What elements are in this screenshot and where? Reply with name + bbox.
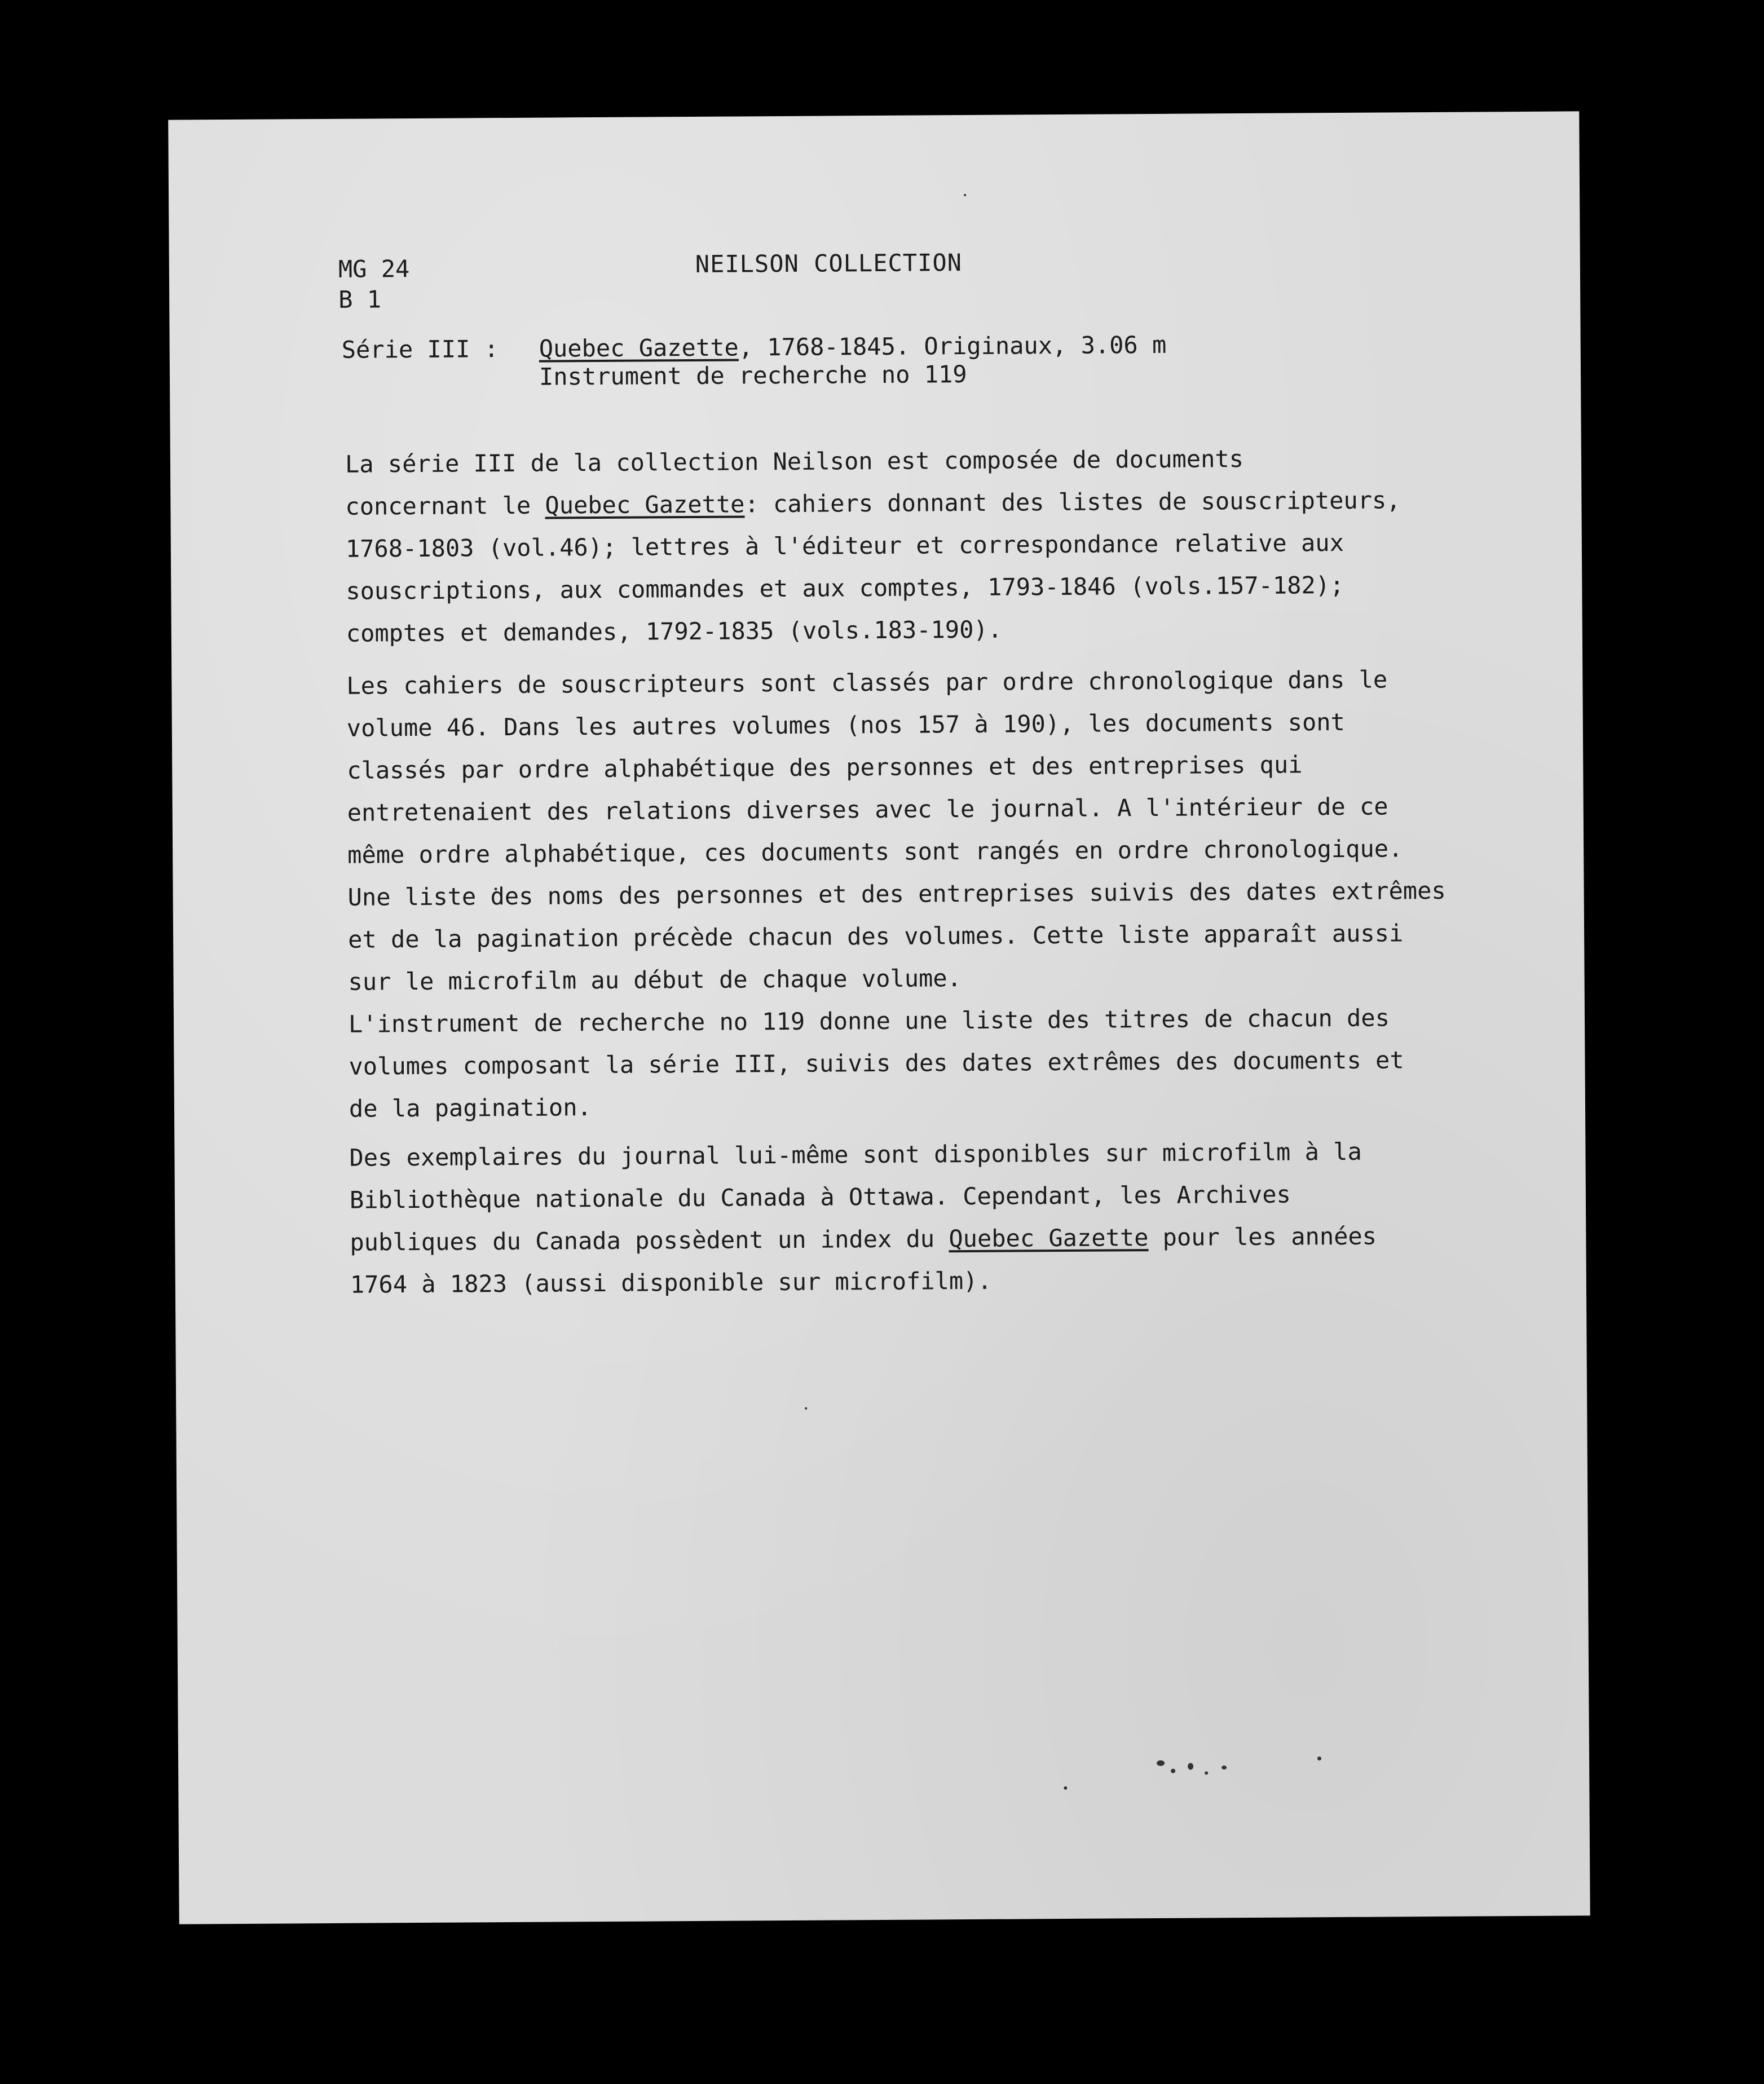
gazette-title: Quebec Gazette (539, 333, 739, 363)
paragraph-3-start: Des exemplaires du journal lui-même sont disponibles sur microfilm à la Bibliothèque nationale du Canada à Ottawa. Cependant, les Archives publiques du Canada possèdent un index du (349, 1137, 1362, 1256)
paragraph-1 (345, 436, 1468, 655)
gazette-title: Quebec Gazette (545, 490, 745, 519)
collection-title: NEILSON COLLECTION (695, 249, 963, 278)
document-page (168, 111, 1590, 1924)
document-content (168, 111, 1590, 1924)
series-label: Série III : (341, 335, 499, 364)
gazette-title: Quebec Gazette (949, 1224, 1149, 1253)
paragraph-3-end: pour les années 1764 à 1823 (aussi disponible sur microfilm). (350, 1222, 1377, 1299)
series-description (539, 331, 1167, 391)
call-number (338, 254, 410, 315)
paragraph-1-end: : cahiers donnant des listes de souscripteurs, 1768-1803 (vol.46); lettres à l'éditeur et correspondance relative aux souscriptions, aux commandes et aux comptes, 1793-1846 (vols.157-182); comptes et demandes, 1792-1835 (vols.183-190). (345, 486, 1401, 647)
paragraph-3 (349, 1130, 1472, 1306)
paragraph-2: Les cahiers de souscripteurs sont classés par ordre chronologique dans le volume 46. Dans les autres volumes (nos 157 à 190), les documents sont classés par ordre alphabétique des personnes et des entreprises qui entretenaient des relations diverses avec le journal. A l'intérieur de ce même ordre alphabétique, ces documents sont rangés en ordre chronologique. Une liste des noms des personnes et des entreprises suivis des dates extrêmes et de la pagination précède chacun des volumes. Cette liste apparaît aussi sur le microfilm au début de chaque volume. L'instrument de recherche no 119 donne une liste des titres de chacun des volumes composant la série III, suivis des dates extrêmes des documents et de la pagination. (346, 665, 1446, 1123)
series-dates-extent: , 1768-1845. Originaux, 3.06 m (738, 330, 1167, 361)
series-line-1 (539, 331, 1167, 363)
series-line-2: Instrument de recherche no 119 (539, 360, 967, 391)
mg-number: MG 24 (338, 255, 410, 283)
b-number: B 1 (338, 285, 382, 314)
paragraph-1-start: La série III de la collection Neilson est composée de documents concernant le (345, 445, 1244, 520)
